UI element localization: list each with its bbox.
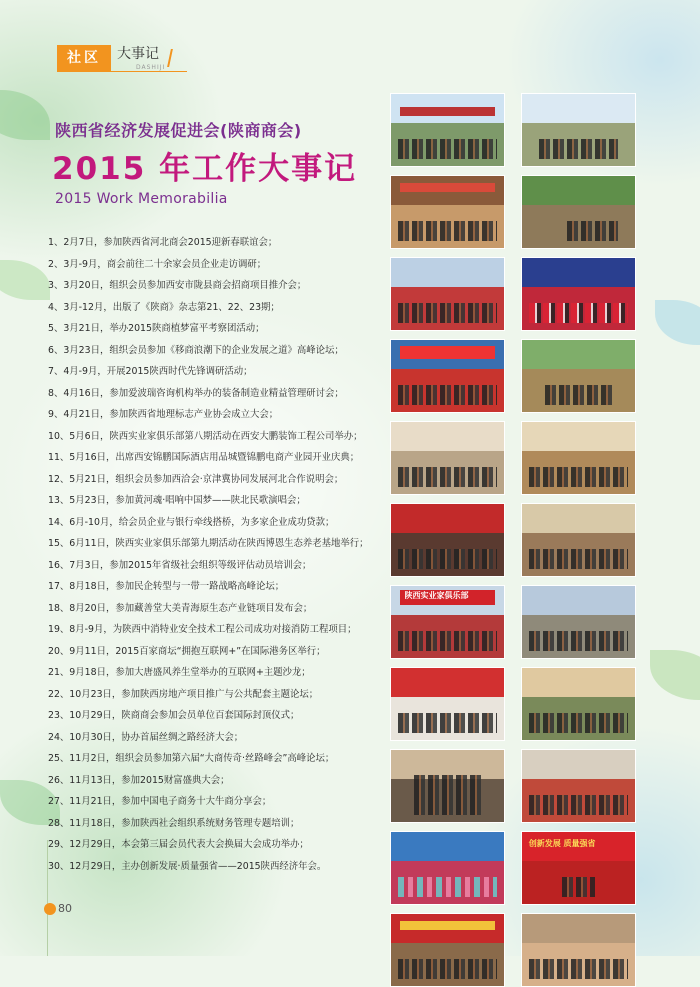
event-photo xyxy=(390,749,505,823)
event-item: 8、4月16日，参加爱波瑞咨询机构举办的装备制造业精益管理研讨会； xyxy=(48,387,344,399)
event-photo xyxy=(390,257,505,331)
event-item: 12、5月21日，组织会员参加西洽会·京津冀协同发展河北合作说明会； xyxy=(48,473,344,485)
event-photo xyxy=(390,503,505,577)
event-photo xyxy=(521,913,636,987)
event-item: 26、11月13日，参加2015财富盛典大会； xyxy=(48,774,230,786)
event-item: 16、7月3日，参加2015年省级社会组织等级评估动员培训会； xyxy=(48,559,312,571)
event-item: 20、9月11日，2015百家商坛“拥抱互联网+”在国际港务区举行； xyxy=(48,645,326,657)
event-item: 30、12月29日，主办创新发展·质量强省——2015陕西经济年会。 xyxy=(48,860,327,872)
organization-name: 陕西省经济发展促进会(陕商商会) xyxy=(55,121,302,140)
event-item: 24、10月30日，协办首届丝绸之路经济大会； xyxy=(48,731,244,743)
photo-banner-text: 陕西实业家俱乐部 xyxy=(404,591,469,601)
event-item: 21、9月18日，参加大唐盛风养生堂举办的互联网+主题沙龙； xyxy=(48,667,311,678)
event-item: 25、11月2日，组织会员参加第六届“大商传奇·丝路峰会”高峰论坛； xyxy=(48,753,335,764)
page-number-dot-icon xyxy=(44,903,56,915)
event-photo xyxy=(521,421,636,495)
event-photo xyxy=(521,175,636,249)
event-item: 29、12月29日，本会第三届会员代表大会换届大会成功举办； xyxy=(48,839,309,850)
event-photo xyxy=(390,913,505,987)
section-label: 大事记 xyxy=(117,46,159,62)
event-photo xyxy=(390,175,505,249)
event-item: 1、2月7日，参加陕西省河北商会2015迎新春联谊会； xyxy=(48,237,278,248)
event-item: 28、11月18日，参加陕西社会组织系统财务管理专题培训； xyxy=(48,817,300,829)
event-item: 15、6月11日，陕西实业家俱乐部第九期活动在陕西博恩生态养老基地举行； xyxy=(48,538,369,549)
page-number xyxy=(44,902,72,915)
event-photo xyxy=(521,585,636,659)
event-photo xyxy=(390,421,505,495)
page-title: 2015 年工作大事记 xyxy=(52,151,358,187)
event-list xyxy=(48,232,393,877)
event-item: 22、10月23日，参加陕西房地产项目推广与公共配套主题论坛； xyxy=(48,688,319,700)
event-photo xyxy=(390,339,505,413)
page-subtitle: 2015 Work Memorabilia xyxy=(55,191,228,207)
event-item: 19、8月-9月，为陕西中消特业安全技术工程公司成功对接消防工程项目； xyxy=(48,624,357,635)
page-number-text: 80 xyxy=(58,902,72,915)
event-photo xyxy=(521,503,636,577)
section-tag: 社区 xyxy=(57,45,111,71)
event-item: 11、5月16日，出席西安锦鹏国际酒店用品城暨锦鹏电商产业园开业庆典； xyxy=(48,452,360,463)
event-item: 17、8月18日，参加民企转型与一带一路战略高峰论坛； xyxy=(48,581,285,592)
event-item: 23、10月29日，陕商商会参加会员单位百套国际封顶仪式； xyxy=(48,710,300,721)
page-margin-line xyxy=(47,840,48,956)
event-item: 27、11月21日，参加中国电子商务十大牛商分享会； xyxy=(48,796,272,807)
event-item: 3、3月20日，组织会员参加西安市陇县商会招商项目推介会； xyxy=(48,280,307,291)
event-item: 5、3月21日，举办2015陕商植梦富平考察团活动； xyxy=(48,323,265,334)
section-label-pinyin: DASHIJI xyxy=(136,64,166,71)
event-photo xyxy=(521,93,636,167)
event-photo xyxy=(390,667,505,741)
event-photo xyxy=(390,831,505,905)
event-item: 2、3月-9月，商会前往二十余家会员企业走访调研； xyxy=(48,258,267,270)
event-item: 9、4月21日，参加陕西省地理标志产业协会成立大会； xyxy=(48,409,279,420)
event-photo xyxy=(521,339,636,413)
event-item: 13、5月23日，参加黄河魂·唱响中国梦——陕北民歌演唱会； xyxy=(48,495,306,506)
event-item: 10、5月6日，陕西实业家俱乐部第八期活动在西安大鹏装饰工程公司举办； xyxy=(48,430,363,442)
event-photo xyxy=(521,257,636,331)
event-item: 7、4月-9月，开展2015陕西时代先锋调研活动； xyxy=(48,366,253,377)
photo-banner-text: 创新发展 质量强省 xyxy=(528,838,596,848)
event-item: 14、6月-10月，给会员企业与银行牵线搭桥，为多家企业成功贷款； xyxy=(48,516,335,528)
event-photo xyxy=(521,749,636,823)
event-item: 18、8月20日，参加藏善堂大美青海原生态产业链项目发布会； xyxy=(48,602,313,614)
event-photo xyxy=(390,93,505,167)
header-underline xyxy=(57,71,187,72)
event-item: 6、3月23日，组织会员参加《移商浪潮下的企业发展之道》高峰论坛； xyxy=(48,344,344,356)
event-photo xyxy=(521,667,636,741)
event-photo xyxy=(390,585,505,659)
section-header xyxy=(57,45,171,71)
event-photo xyxy=(521,831,636,905)
event-item: 4、3月-12月，出版了《陕商》杂志第21、22、23期； xyxy=(48,301,280,313)
